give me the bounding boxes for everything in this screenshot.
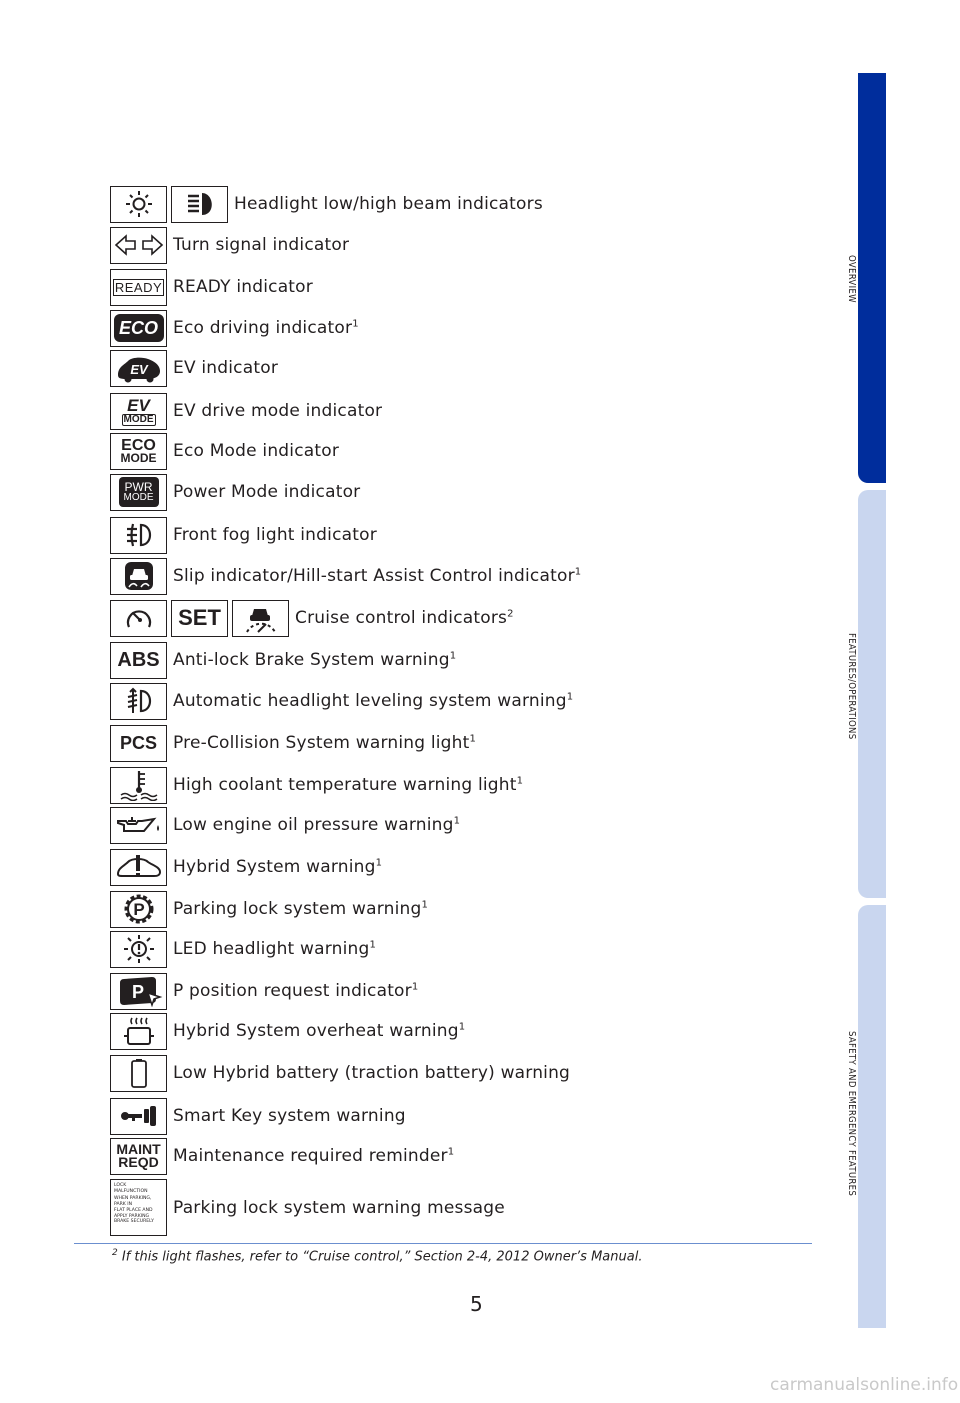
lock-message-line: MALFUNCTION bbox=[114, 1188, 148, 1194]
indicator-row bbox=[110, 766, 523, 804]
indicator-label: Parking lock system warning$^1$ bbox=[173, 899, 429, 919]
indicator-row bbox=[110, 516, 377, 554]
indicator-label: P position request indicator$^1$ bbox=[173, 981, 419, 1001]
indicator-label: Maintenance required reminder$^1$ bbox=[173, 1146, 455, 1166]
indicator-row bbox=[110, 473, 360, 511]
indicator-row bbox=[110, 890, 428, 928]
indicator-row bbox=[110, 309, 359, 347]
indicator-label: Anti-lock Brake System warning$^1$ bbox=[173, 650, 457, 670]
indicator-label: Turn signal indicator bbox=[173, 235, 350, 255]
front-fog-icon bbox=[110, 517, 167, 554]
indicator-row bbox=[110, 1054, 570, 1092]
radar-cruise-icon bbox=[232, 600, 289, 637]
ev-mode-icon: EV MODE bbox=[110, 393, 167, 430]
watermark: carmanualsonline.info bbox=[770, 1375, 959, 1395]
hybrid-system-warning-icon bbox=[110, 849, 167, 886]
indicator-label: Parking lock system warning message bbox=[173, 1197, 505, 1218]
indicator-row bbox=[110, 1012, 465, 1050]
page-number: 5 bbox=[470, 1292, 483, 1316]
indicator-label: Automatic headlight leveling system warning$^1$ bbox=[173, 691, 574, 711]
footnote-divider bbox=[74, 1243, 812, 1244]
ev-icon bbox=[110, 350, 167, 387]
indicator-label: Eco Mode indicator bbox=[173, 441, 340, 461]
indicator-row bbox=[110, 268, 313, 306]
indicator-label: Hybrid System warning$^1$ bbox=[173, 857, 383, 877]
indicator-row bbox=[110, 226, 349, 264]
indicator-row bbox=[110, 349, 278, 387]
indicator-label: EV indicator bbox=[173, 358, 279, 378]
indicator-label: Low Hybrid battery (traction battery) warning bbox=[173, 1063, 571, 1083]
parking-lock-warning-icon bbox=[110, 891, 167, 928]
indicator-label: Front fog light indicator bbox=[173, 525, 377, 545]
tab-label-safety: SAFETY AND EMERGENCY FEATURES bbox=[846, 1031, 857, 1197]
footnote: $^2$ If this light flashes, refer to “Cruise control,” Section 2-4, 2012 Owner’s Manual. bbox=[112, 1248, 643, 1265]
indicator-row bbox=[110, 682, 573, 720]
ready-icon: READY bbox=[110, 269, 167, 306]
hybrid-overheat-icon bbox=[110, 1013, 167, 1050]
eco-mode-icon: ECO MODE bbox=[110, 433, 167, 470]
indicator-label: High coolant temperature warning light$^1$ bbox=[173, 775, 524, 795]
indicator-row bbox=[110, 724, 476, 762]
lock-message-line: LOCK bbox=[114, 1183, 127, 1188]
tab-label-overview: OVERVIEW bbox=[846, 255, 857, 303]
coolant-temp-icon bbox=[110, 767, 167, 804]
tab-features-operations[interactable] bbox=[858, 490, 886, 898]
indicator-row bbox=[110, 806, 460, 844]
indicator-row bbox=[110, 930, 376, 968]
indicator-row bbox=[110, 432, 339, 470]
eco-driving-icon: ECO bbox=[110, 310, 167, 347]
low-beam-icon bbox=[110, 186, 167, 223]
indicator-label: Headlight low/high beam indicators bbox=[234, 194, 543, 214]
pcs-icon: PCS bbox=[110, 725, 167, 762]
indicator-label: Eco driving indicator$^1$ bbox=[173, 318, 359, 338]
indicator-row bbox=[110, 1137, 454, 1175]
indicator-label: Low engine oil pressure warning$^1$ bbox=[173, 815, 461, 835]
traction-battery-icon bbox=[110, 1055, 167, 1092]
indicator-row bbox=[110, 557, 581, 595]
power-mode-icon: PWR MODE bbox=[110, 474, 167, 511]
indicator-label: Pre-Collision System warning light$^1$ bbox=[173, 733, 477, 753]
indicator-label: Cruise control indicators$^2$ bbox=[295, 608, 514, 628]
cruise-control-icon bbox=[110, 600, 167, 637]
oil-pressure-icon bbox=[110, 807, 167, 844]
svg-text:P: P bbox=[132, 900, 145, 919]
led-headlight-warning-icon bbox=[110, 931, 167, 968]
abs-icon: ABS bbox=[110, 642, 167, 679]
slip-indicator-icon bbox=[110, 558, 167, 595]
indicator-row bbox=[110, 972, 418, 1010]
headlight-leveling-icon bbox=[110, 683, 167, 720]
turn-signal-icon bbox=[110, 227, 167, 264]
tab-safety-emergency[interactable] bbox=[858, 905, 886, 1328]
indicator-row bbox=[110, 185, 543, 223]
tab-label-features: FEATURES/OPERATIONS bbox=[846, 633, 857, 740]
smart-key-icon bbox=[110, 1098, 167, 1135]
lock-message-line: BRAKE SECURELY bbox=[114, 1219, 154, 1225]
indicator-row bbox=[110, 1097, 406, 1135]
lock-message-line: APPLY PARKING bbox=[114, 1213, 150, 1219]
indicator-label: LED headlight warning$^1$ bbox=[173, 939, 377, 959]
lock-message-line: WHEN PARKING, bbox=[114, 1196, 152, 1202]
parking-lock-message-icon bbox=[110, 1179, 167, 1236]
indicator-label: Hybrid System overheat warning$^1$ bbox=[173, 1021, 466, 1041]
indicator-label: READY indicator bbox=[173, 277, 313, 297]
tab-overview[interactable] bbox=[858, 73, 886, 483]
indicator-label: Slip indicator/Hill-start Assist Control indicator$^1$ bbox=[173, 566, 582, 586]
maintenance-reminder-icon: MAINT REQD bbox=[110, 1138, 167, 1175]
indicator-label: Smart Key system warning bbox=[173, 1106, 406, 1126]
svg-text:EV: EV bbox=[129, 362, 148, 377]
cruise-set-icon: SET bbox=[171, 600, 228, 637]
svg-text:P: P bbox=[131, 982, 144, 1002]
high-beam-icon bbox=[171, 186, 228, 223]
indicator-row bbox=[110, 599, 514, 637]
indicator-label: Power Mode indicator bbox=[173, 482, 361, 502]
indicator-row bbox=[110, 392, 382, 430]
p-position-request-icon bbox=[110, 973, 167, 1010]
lock-message-line: PARK IN bbox=[114, 1202, 133, 1208]
indicator-row bbox=[110, 848, 382, 886]
lock-message-line: FLAT PLACE AND bbox=[114, 1207, 153, 1213]
indicator-label: EV drive mode indicator bbox=[173, 401, 383, 421]
indicator-row bbox=[110, 1179, 505, 1236]
indicator-row bbox=[110, 641, 456, 679]
